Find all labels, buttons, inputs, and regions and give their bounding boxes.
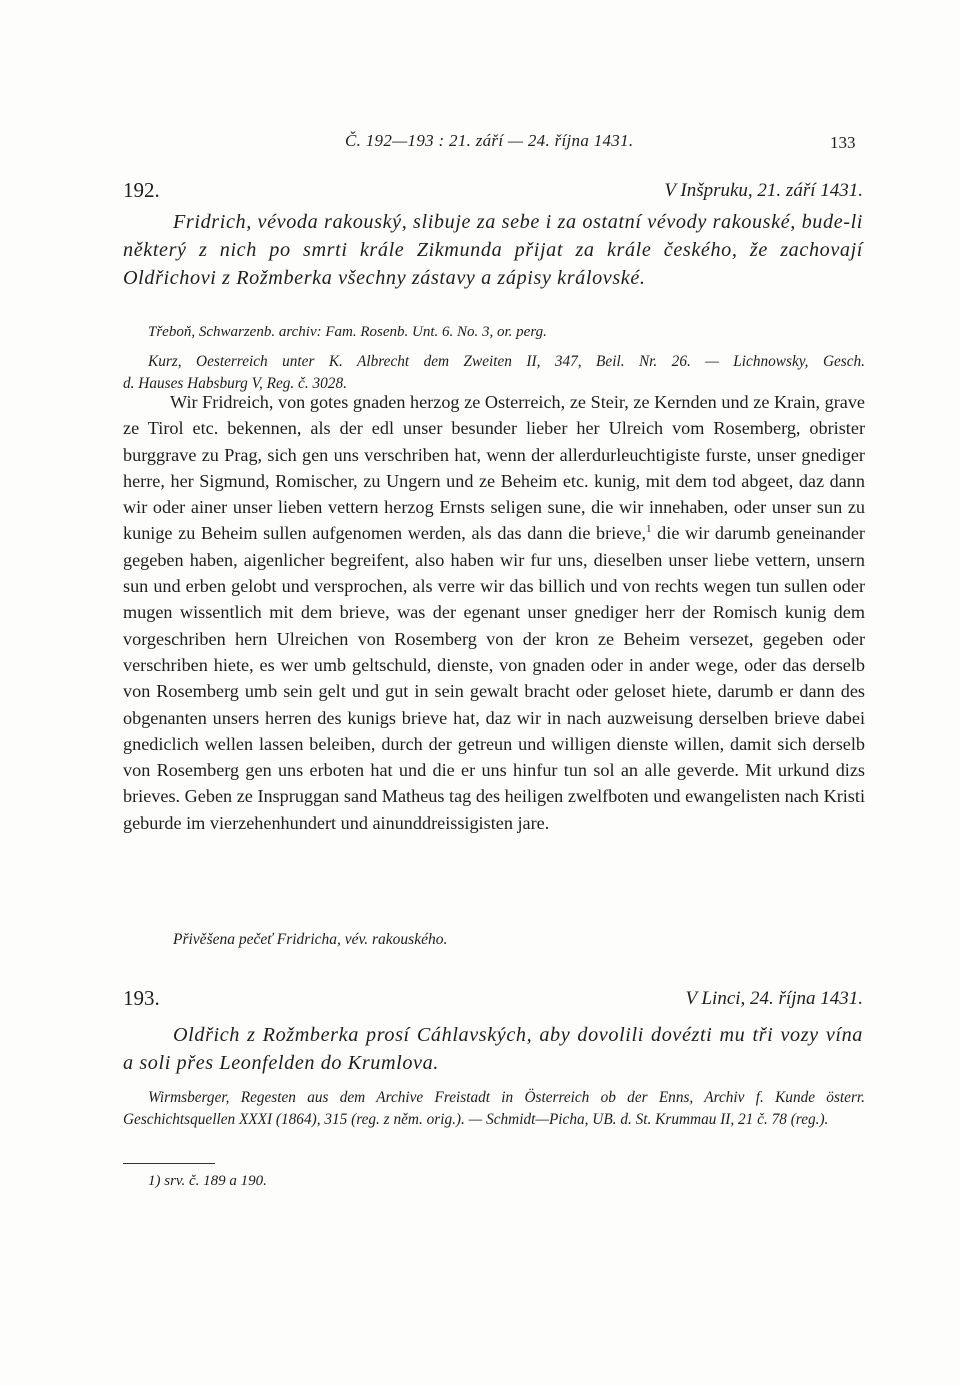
source-literature-line-1: Kurz, Oesterreich unter K. Albrecht dem Zweiten II, 347, Beil. Nr. 26. — Lichnowsky, Gesch. xyxy=(148,353,865,370)
entry-193-source: Wirmsberger, Regesten aus dem Archive Freistadt in Österreich ob der Enns, Archiv f. Kunde österr. Geschichtsquellen XXXI (1864), 315 (reg. z něm. orig.). — Schmidt—Picha, UB. d. St. Krummau II, 21 č. 78 (reg.). xyxy=(123,1089,865,1128)
entry-193-number: 193. xyxy=(123,986,160,1010)
entry-192-number: 192. xyxy=(123,178,160,202)
entry-192-seal-note: Přivěšena pečeť Fridricha, vév. rakouského. xyxy=(173,931,448,948)
charter-text-part-2: die wir darumb geneinander gegeben haben, aigenlicher begreifent, also haben wir fur uns, dieselben unser liebe vettern, unsern sun und erben gelobt und versprochen, als verre wir das billich und von rechts wegen tun sullen oder mugen wissentlich mit dem brieve, was der egenant unser gnediger herr der Romisch kunig dem vorgeschriben hern Ulreichen von Rosemberg von der kron ze Beheim versezet, gegeben oder verschriben hiete, es wer umb geltschuld, dienste, von gnaden oder in ander wege, oder das derselb von Rosemberg umb sein gelt und gut in sein gewalt bracht oder geloset hiete, darumb er dann des obgenanten unsers herren des kunigs brieve hat, daz wir in nach auzweisung derselben brieve dabei gnediclich wellen lassen beleiben, durch der getreun und willigen dienste willen, damit sich derselb von Rosemberg gen uns erboten hat und die er uns hinfur tun sol an alle geverde. Mit urkund dizs brieves. Geben ze Inspruggan sand Matheus tag des heiligen zwelfboten und ewangelisten nach Kristi geburde im vierzehenhundert und ainunddreissigisten jare. xyxy=(123,523,865,833)
entry-192-charter-text xyxy=(123,389,865,836)
running-head: Č. 192—193 : 21. září — 24. října 1431. xyxy=(345,131,634,150)
entry-192-source-archive: Třeboň, Schwarzenb. archiv: Fam. Rosenb. Unt. 6. No. 3, or. perg. xyxy=(148,324,547,340)
footnote-mark: 1 xyxy=(646,523,652,536)
entry-192-regest: Fridrich, vévoda rakouský, slibuje za sebe i za ostatní vévody rakouské, bude-li některý z nich po smrti krále Zikmunda přijat za krále českého, že zachovají Oldřichovi z Rožmberka všechny zástavy a zápisy královské. xyxy=(123,211,863,289)
entry-193-regest: Oldřich z Rožmberka prosí Cáhlavských, aby dovolili dovézti mu tři vozy vína a soli přes Leonfelden do Krumlova. xyxy=(123,1024,863,1074)
page-number: 133 xyxy=(830,133,856,152)
entry-192-place-date: V Inšpruku, 21. září 1431. xyxy=(664,180,863,201)
source-literature-line-2: d. Hauses Habsburg V, Reg. č. 3028. xyxy=(123,375,347,392)
footnote: 1) srv. č. 189 a 190. xyxy=(148,1173,267,1189)
charter-text-part-1: Wir Fridreich, von gotes gnaden herzog ze Osterreich, ze Steir, ze Kernden und ze Krain, grave ze Tirol etc. bekennen, als der edl unser besunder lieber her Ulreich vom Rosemberg, obrister burggrave zu Prag, sich gen uns verschriben hat, wenn der allerdurleuchtigiste furste, unser gnediger herre, her Sigmund, Romischer, zu Ungern und ze Beheim etc. kunig, mit dem tod abgeet, daz dann wir oder ainer unser lieben vettern herzog Ernsts seligen sune, die wir innehaben, oder unser sun zu kunige zu Beheim sullen aufgenomen werden, als das dann die brieve, xyxy=(123,392,865,544)
footnote-rule xyxy=(123,1163,215,1164)
entry-193-place-date: V Linci, 24. října 1431. xyxy=(685,988,863,1009)
